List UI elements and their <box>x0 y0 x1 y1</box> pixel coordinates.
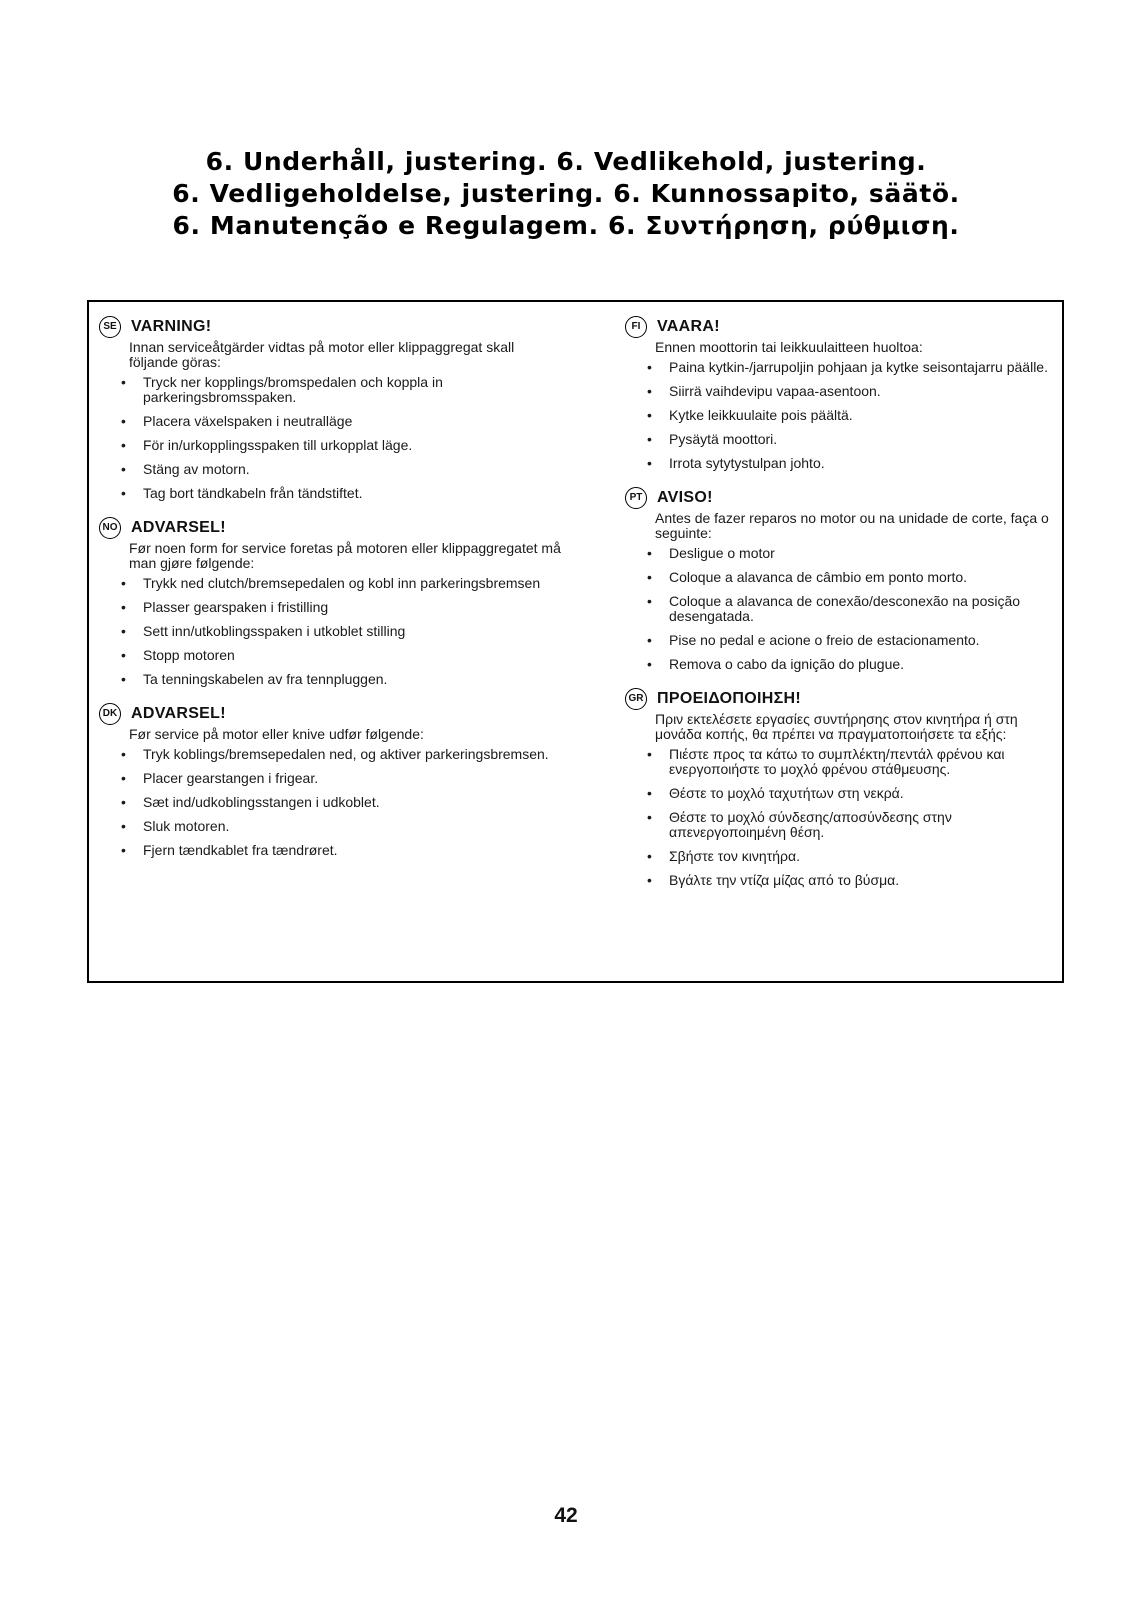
instruction-list <box>647 546 1055 672</box>
page-title-line-3: 6. Manutenção e Regulagem. 6. Συντήρηση, ρύθμιση. <box>172 211 960 240</box>
list-item: • Desligue o motor <box>647 546 1055 561</box>
section-header <box>625 316 1055 340</box>
list-item: • Stopp motoren <box>121 648 561 663</box>
list-item: • Paina kytkin-/jarrupoljin pohjaan ja kytke seisontajarru päälle. <box>647 360 1055 375</box>
section-header <box>625 487 1055 511</box>
section-header <box>99 517 561 541</box>
list-item: • Trykk ned clutch/bremsepedalen og kobl inn parkeringsbremsen <box>121 576 561 591</box>
warning-heading: ADVARSEL! <box>131 705 226 722</box>
list-item: • Sæt ind/udkoblingsstangen i udkoblet. <box>121 795 561 810</box>
list-item: • Tag bort tändkabeln från tändstiftet. <box>121 486 561 501</box>
warning-intro: Innan serviceåtgärder vidtas på motor eller klippaggregat skall följande göras: <box>129 339 515 370</box>
list-item: • Fjern tændkablet fra tændrøret. <box>121 843 561 858</box>
warning-intro: Før noen form for service foretas på motoren eller klippaggregatet må man gjøre følgende: <box>129 540 561 571</box>
warning-intro: Ennen moottorin tai leikkuulaitteen huoltoa: <box>655 339 923 355</box>
country-badge-pt: PT <box>625 487 647 509</box>
warning-section-se <box>99 316 561 501</box>
list-item: • Βγάλτε την ντίζα μίζας από το βύσμα. <box>647 873 1055 888</box>
country-badge-gr: GR <box>625 688 647 710</box>
country-badge-dk: DK <box>99 703 121 725</box>
list-item: • Placera växelspaken i neutralläge <box>121 414 561 429</box>
warning-section-gr <box>625 688 1055 888</box>
list-item: • Plasser gearspaken i fristilling <box>121 600 561 615</box>
page-title-line-2: 6. Vedligeholdelse, justering. 6. Kunnossapito, säätö. <box>172 179 960 208</box>
list-item: • Remova o cabo da ignição do plugue. <box>647 657 1055 672</box>
instruction-list <box>647 747 1055 888</box>
list-item: • Πιέστε προς τα κάτω το συμπλέκτη/πεντάλ φρένου και ενεργοποιήστε το μοχλό φρένου στάθμευσης. <box>647 747 1055 777</box>
list-item: • Stäng av motorn. <box>121 462 561 477</box>
list-item: • Siirrä vaihdevipu vapaa-asentoon. <box>647 384 1055 399</box>
list-item: • Tryk koblings/bremsepedalen ned, og aktiver parkeringsbremsen. <box>121 747 561 762</box>
list-item: • Coloque a alavanca de conexão/desconexão na posição desengatada. <box>647 594 1055 624</box>
list-item: • Placer gearstangen i frigear. <box>121 771 561 786</box>
list-item: • Θέστε το μοχλό σύνδεσης/αποσύνδεσης στην απενεργοποιημένη θέση. <box>647 810 1055 840</box>
warning-heading: ΠΡΟΕΙΔΟΠΟΙΗΣΗ! <box>657 690 801 707</box>
list-item: • Sett inn/utkoblingsspaken i utkoblet stilling <box>121 624 561 639</box>
page-title-line-1: 6. Underhåll, justering. 6. Vedlikehold, justering. <box>205 147 927 176</box>
list-item: • Σβήστε τον κινητήρα. <box>647 849 1055 864</box>
left-column <box>99 316 561 874</box>
right-column <box>625 316 1055 904</box>
list-item: • Pise no pedal e acione o freio de estacionamento. <box>647 633 1055 648</box>
instruction-list <box>121 576 561 687</box>
list-item: • För in/urkopplingsspaken till urkopplat läge. <box>121 438 561 453</box>
warning-intro: Πριν εκτελέσετε εργασίες συντήρησης στον κινητήρα ή στη μονάδα κοπής, θα πρέπει να πραγματοποιήσετε τα εξής: <box>655 711 1018 742</box>
section-header <box>99 703 561 727</box>
instruction-list <box>121 747 561 858</box>
warning-heading: ADVARSEL! <box>131 519 226 536</box>
section-header <box>99 316 561 340</box>
instruction-list <box>121 375 561 501</box>
title-block <box>0 146 1132 242</box>
warning-intro: Før service på motor eller knive udfør følgende: <box>129 726 424 742</box>
page-number: 42 <box>554 1504 578 1527</box>
warning-section-no <box>99 517 561 687</box>
warnings-box <box>87 300 1064 983</box>
instruction-list <box>647 360 1055 471</box>
warning-heading: VAARA! <box>657 318 720 335</box>
section-header <box>625 688 1055 712</box>
warning-intro: Antes de fazer reparos no motor ou na unidade de corte, faça o seguinte: <box>655 510 1049 541</box>
list-item: • Sluk motoren. <box>121 819 561 834</box>
country-badge-no: NO <box>99 517 121 539</box>
list-item: • Coloque a alavanca de câmbio em ponto morto. <box>647 570 1055 585</box>
list-item: • Irrota sytytystulpan johto. <box>647 456 1055 471</box>
list-item: • Pysäytä moottori. <box>647 432 1055 447</box>
warning-heading: VARNING! <box>131 318 212 335</box>
warning-section-fi <box>625 316 1055 471</box>
warning-section-dk <box>99 703 561 858</box>
warning-heading: AVISO! <box>657 489 713 506</box>
country-badge-fi: FI <box>625 316 647 338</box>
list-item: • Ta tenningskabelen av fra tennpluggen. <box>121 672 561 687</box>
list-item: • Θέστε το μοχλό ταχυτήτων στη νεκρά. <box>647 786 1055 801</box>
list-item: • Kytke leikkuulaite pois päältä. <box>647 408 1055 423</box>
country-badge-se: SE <box>99 316 121 338</box>
warning-section-pt <box>625 487 1055 672</box>
list-item: • Tryck ner kopplings/bromspedalen och koppla in parkeringsbromsspaken. <box>121 375 561 405</box>
